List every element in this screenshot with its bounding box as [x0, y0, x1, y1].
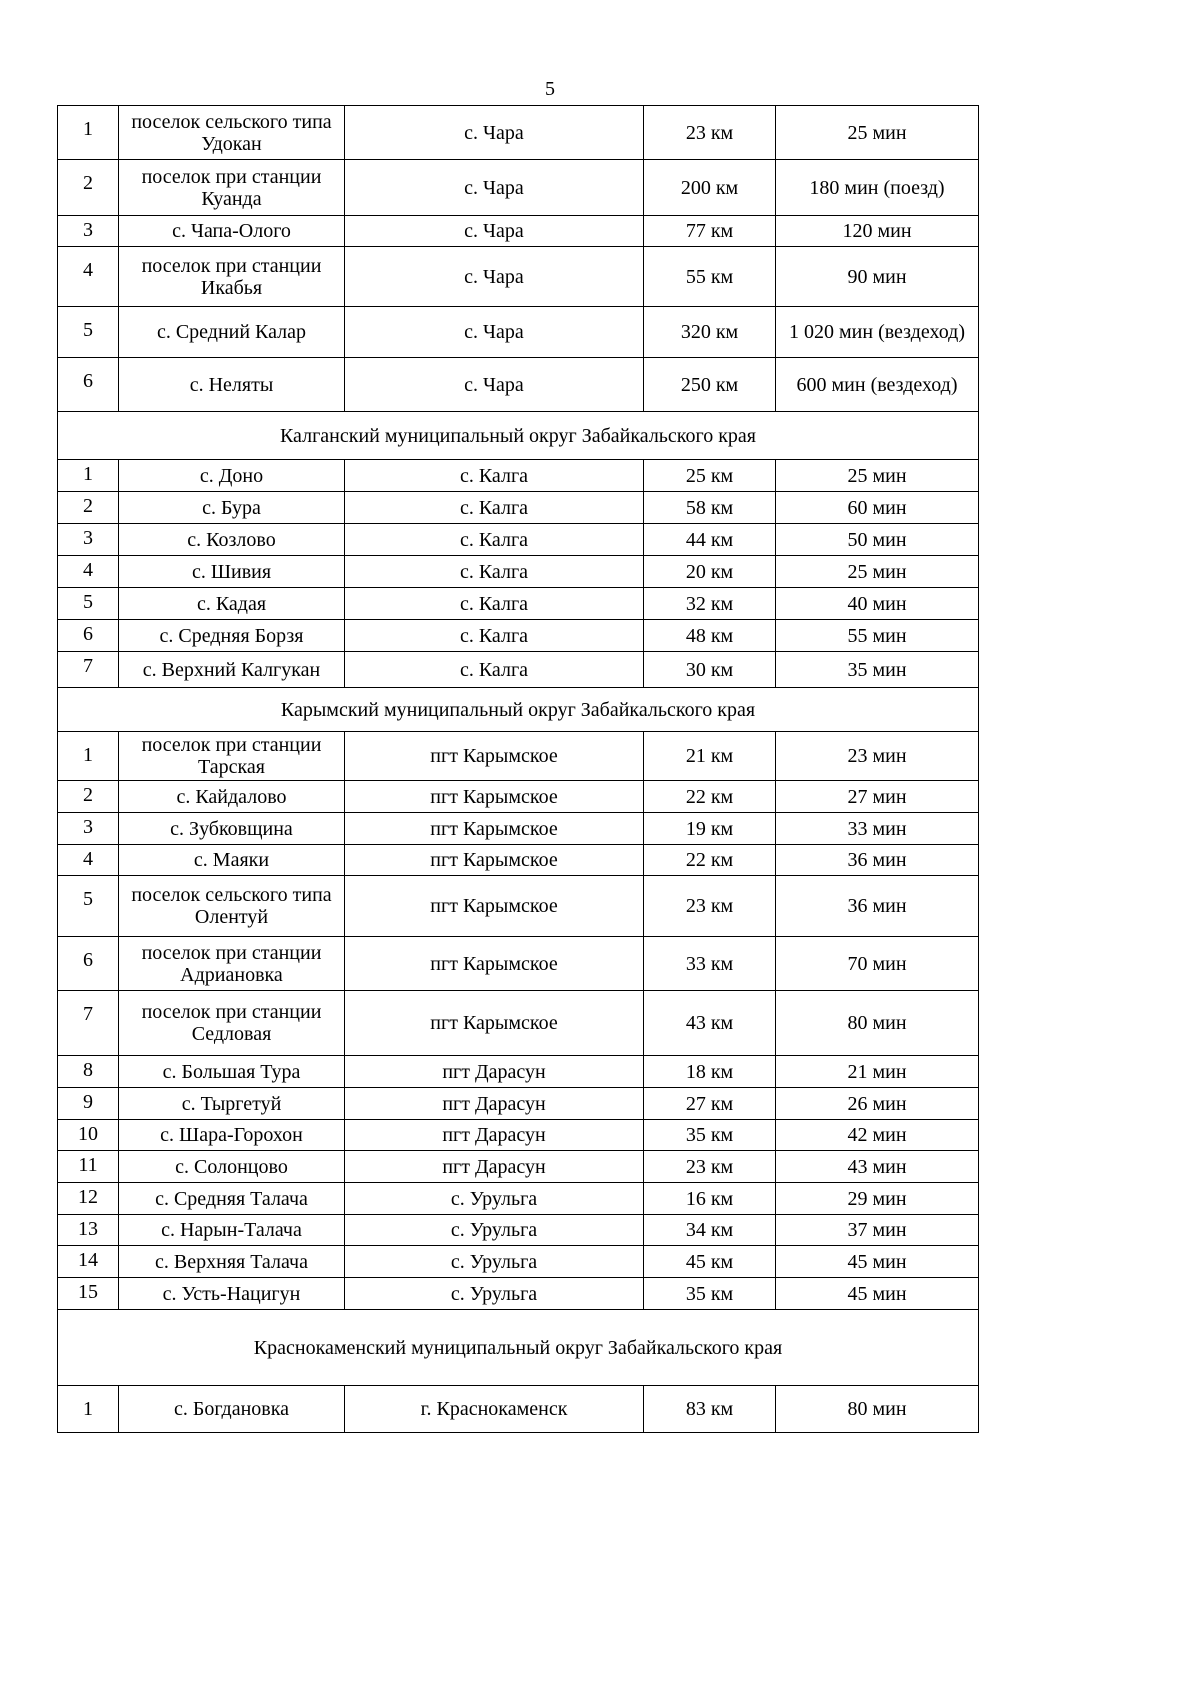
row-number-cell: 3: [58, 813, 119, 845]
table-row: [58, 876, 979, 937]
travel-time-cell: 50 мин: [776, 524, 979, 556]
settlement-cell: с. Нарын-Талача: [119, 1215, 345, 1246]
destination-cell: с. Чара: [345, 358, 644, 412]
destination-cell: пгт Дарасун: [345, 1056, 644, 1088]
table-row: [58, 937, 979, 991]
distance-cell: 34 км: [644, 1215, 776, 1246]
section-row: [58, 412, 979, 460]
settlement-cell: с. Козлово: [119, 524, 345, 556]
row-number-cell: 3: [58, 524, 119, 556]
page-number: 5: [545, 78, 555, 100]
distance-cell: 20 км: [644, 556, 776, 588]
settlement-cell: поселок при станции Тарская: [119, 732, 345, 781]
travel-time-cell: 29 мин: [776, 1183, 979, 1215]
row-number-cell: 7: [58, 652, 119, 688]
destination-cell: пгт Карымское: [345, 991, 644, 1056]
destination-cell: пгт Дарасун: [345, 1151, 644, 1183]
settlement-cell: с. Тыргетуй: [119, 1088, 345, 1120]
travel-time-cell: 80 мин: [776, 991, 979, 1056]
destination-cell: с. Калга: [345, 588, 644, 620]
settlement-cell: поселок при станции Икабья: [119, 247, 345, 307]
settlement-cell: с. Шара-Горохон: [119, 1120, 345, 1151]
distance-cell: 32 км: [644, 588, 776, 620]
distance-cell: 22 км: [644, 845, 776, 876]
destination-cell: с. Урульга: [345, 1183, 644, 1215]
travel-time-cell: 120 мин: [776, 216, 979, 247]
travel-time-cell: 36 мин: [776, 876, 979, 937]
section-title: Краснокаменский муниципальный округ Забайкальского края: [58, 1310, 979, 1386]
section-title: Калганский муниципальный округ Забайкальского края: [58, 412, 979, 460]
settlement-cell: с. Маяки: [119, 845, 345, 876]
table-row: [58, 216, 979, 247]
settlement-cell: поселок сельского типа Удокан: [119, 106, 345, 160]
row-number-cell: 12: [58, 1183, 119, 1215]
table-row: [58, 991, 979, 1056]
table-row: [58, 492, 979, 524]
destination-cell: с. Чара: [345, 247, 644, 307]
travel-time-cell: 40 мин: [776, 588, 979, 620]
row-number-cell: 9: [58, 1088, 119, 1120]
table-row: [58, 460, 979, 492]
destination-cell: с. Урульга: [345, 1215, 644, 1246]
settlement-cell: поселок при станции Адриановка: [119, 937, 345, 991]
destination-cell: с. Калга: [345, 524, 644, 556]
destination-cell: с. Чара: [345, 216, 644, 247]
distance-cell: 19 км: [644, 813, 776, 845]
destination-cell: пгт Дарасун: [345, 1120, 644, 1151]
travel-time-cell: 1 020 мин (вездеход): [776, 307, 979, 358]
table-row: [58, 556, 979, 588]
destination-cell: с. Чара: [345, 106, 644, 160]
row-number-cell: 4: [58, 845, 119, 876]
row-number-cell: 8: [58, 1056, 119, 1088]
settlement-cell: с. Верхняя Талача: [119, 1246, 345, 1278]
settlement-cell: с. Большая Тура: [119, 1056, 345, 1088]
travel-time-cell: 43 мин: [776, 1151, 979, 1183]
travel-time-cell: 25 мин: [776, 460, 979, 492]
settlement-cell: с. Шивия: [119, 556, 345, 588]
table-row: [58, 307, 979, 358]
row-number-cell: 2: [58, 160, 119, 216]
table-row: [58, 652, 979, 688]
table-row: [58, 1056, 979, 1088]
table-row: [58, 732, 979, 781]
row-number-cell: 1: [58, 732, 119, 781]
table-row: [58, 1386, 979, 1433]
destination-cell: с. Калга: [345, 460, 644, 492]
destination-cell: с. Чара: [345, 307, 644, 358]
destination-cell: с. Калга: [345, 556, 644, 588]
settlement-cell: поселок при станции Куанда: [119, 160, 345, 216]
destination-cell: с. Калга: [345, 492, 644, 524]
table-row: [58, 1215, 979, 1246]
settlement-cell: с. Кайдалово: [119, 781, 345, 813]
distance-cell: 18 км: [644, 1056, 776, 1088]
row-number-cell: 1: [58, 106, 119, 160]
travel-time-cell: 37 мин: [776, 1215, 979, 1246]
distance-cell: 250 км: [644, 358, 776, 412]
travel-time-cell: 45 мин: [776, 1246, 979, 1278]
travel-time-cell: 27 мин: [776, 781, 979, 813]
travel-time-cell: 33 мин: [776, 813, 979, 845]
table-row: [58, 247, 979, 307]
travel-time-cell: 45 мин: [776, 1278, 979, 1310]
row-number-cell: 10: [58, 1120, 119, 1151]
destination-cell: пгт Карымское: [345, 937, 644, 991]
row-number-cell: 6: [58, 358, 119, 412]
settlement-cell: с. Верхний Калгукан: [119, 652, 345, 688]
table-row: [58, 1088, 979, 1120]
row-number-cell: 13: [58, 1215, 119, 1246]
table-row: [58, 106, 979, 160]
row-number-cell: 2: [58, 781, 119, 813]
destination-cell: с. Урульга: [345, 1246, 644, 1278]
table-row: [58, 160, 979, 216]
section-title: Карымский муниципальный округ Забайкальского края: [58, 688, 979, 732]
distance-cell: 77 км: [644, 216, 776, 247]
table-row: [58, 1183, 979, 1215]
settlement-cell: поселок при станции Седловая: [119, 991, 345, 1056]
travel-time-cell: 80 мин: [776, 1386, 979, 1433]
distance-cell: 21 км: [644, 732, 776, 781]
settlement-cell: с. Бура: [119, 492, 345, 524]
travel-time-cell: 70 мин: [776, 937, 979, 991]
distance-cell: 23 км: [644, 876, 776, 937]
distance-cell: 16 км: [644, 1183, 776, 1215]
settlement-cell: с. Солонцово: [119, 1151, 345, 1183]
distance-cell: 35 км: [644, 1278, 776, 1310]
row-number-cell: 4: [58, 556, 119, 588]
settlement-cell: с. Чапа-Олого: [119, 216, 345, 247]
settlement-cell: с. Неляты: [119, 358, 345, 412]
destination-cell: г. Краснокаменск: [345, 1386, 644, 1433]
destination-cell: пгт Карымское: [345, 845, 644, 876]
table-row: [58, 1278, 979, 1310]
destination-cell: с. Калга: [345, 652, 644, 688]
table-row: [58, 524, 979, 556]
row-number-cell: 3: [58, 216, 119, 247]
settlement-cell: с. Кадая: [119, 588, 345, 620]
travel-time-cell: 55 мин: [776, 620, 979, 652]
distance-cell: 30 км: [644, 652, 776, 688]
distance-cell: 23 км: [644, 106, 776, 160]
table-row: [58, 845, 979, 876]
travel-time-cell: 35 мин: [776, 652, 979, 688]
distance-cell: 43 км: [644, 991, 776, 1056]
distance-cell: 22 км: [644, 781, 776, 813]
travel-time-cell: 60 мин: [776, 492, 979, 524]
table-row: [58, 781, 979, 813]
row-number-cell: 5: [58, 876, 119, 937]
destination-cell: пгт Карымское: [345, 813, 644, 845]
row-number-cell: 1: [58, 460, 119, 492]
table-row: [58, 620, 979, 652]
settlement-cell: с. Доно: [119, 460, 345, 492]
row-number-cell: 4: [58, 247, 119, 307]
travel-time-cell: 600 мин (вездеход): [776, 358, 979, 412]
row-number-cell: 11: [58, 1151, 119, 1183]
row-number-cell: 15: [58, 1278, 119, 1310]
distance-cell: 33 км: [644, 937, 776, 991]
distance-cell: 23 км: [644, 1151, 776, 1183]
row-number-cell: 2: [58, 492, 119, 524]
destination-cell: пгт Карымское: [345, 781, 644, 813]
table-row: [58, 1120, 979, 1151]
travel-time-cell: 25 мин: [776, 106, 979, 160]
travel-time-cell: 90 мин: [776, 247, 979, 307]
table-row: [58, 358, 979, 412]
row-number-cell: 5: [58, 307, 119, 358]
row-number-cell: 1: [58, 1386, 119, 1433]
travel-time-cell: 23 мин: [776, 732, 979, 781]
travel-time-cell: 180 мин (поезд): [776, 160, 979, 216]
settlement-cell: с. Средняя Талача: [119, 1183, 345, 1215]
distance-cell: 320 км: [644, 307, 776, 358]
distance-cell: 27 км: [644, 1088, 776, 1120]
row-number-cell: 14: [58, 1246, 119, 1278]
distance-cell: 48 км: [644, 620, 776, 652]
row-number-cell: 6: [58, 620, 119, 652]
distance-cell: 200 км: [644, 160, 776, 216]
travel-time-cell: 25 мин: [776, 556, 979, 588]
distance-cell: 83 км: [644, 1386, 776, 1433]
section-row: [58, 688, 979, 732]
settlement-cell: с. Богдановка: [119, 1386, 345, 1433]
travel-time-cell: 21 мин: [776, 1056, 979, 1088]
section-row: [58, 1310, 979, 1386]
settlement-cell: с. Средний Калар: [119, 307, 345, 358]
distance-cell: 58 км: [644, 492, 776, 524]
distance-cell: 35 км: [644, 1120, 776, 1151]
row-number-cell: 5: [58, 588, 119, 620]
distance-cell: 25 км: [644, 460, 776, 492]
travel-time-cell: 36 мин: [776, 845, 979, 876]
table-row: [58, 813, 979, 845]
table-row: [58, 1151, 979, 1183]
distance-cell: 45 км: [644, 1246, 776, 1278]
destination-cell: с. Урульга: [345, 1278, 644, 1310]
settlements-table: [57, 105, 979, 1433]
destination-cell: с. Чара: [345, 160, 644, 216]
destination-cell: пгт Дарасун: [345, 1088, 644, 1120]
table-row: [58, 588, 979, 620]
distance-cell: 55 км: [644, 247, 776, 307]
settlement-cell: с. Усть-Нацигун: [119, 1278, 345, 1310]
settlement-cell: поселок сельского типа Олентуй: [119, 876, 345, 937]
destination-cell: пгт Карымское: [345, 732, 644, 781]
travel-time-cell: 26 мин: [776, 1088, 979, 1120]
table-row: [58, 1246, 979, 1278]
destination-cell: с. Калга: [345, 620, 644, 652]
row-number-cell: 6: [58, 937, 119, 991]
distance-cell: 44 км: [644, 524, 776, 556]
travel-time-cell: 42 мин: [776, 1120, 979, 1151]
settlement-cell: с. Средняя Борзя: [119, 620, 345, 652]
destination-cell: пгт Карымское: [345, 876, 644, 937]
row-number-cell: 7: [58, 991, 119, 1056]
settlement-cell: с. Зубковщина: [119, 813, 345, 845]
